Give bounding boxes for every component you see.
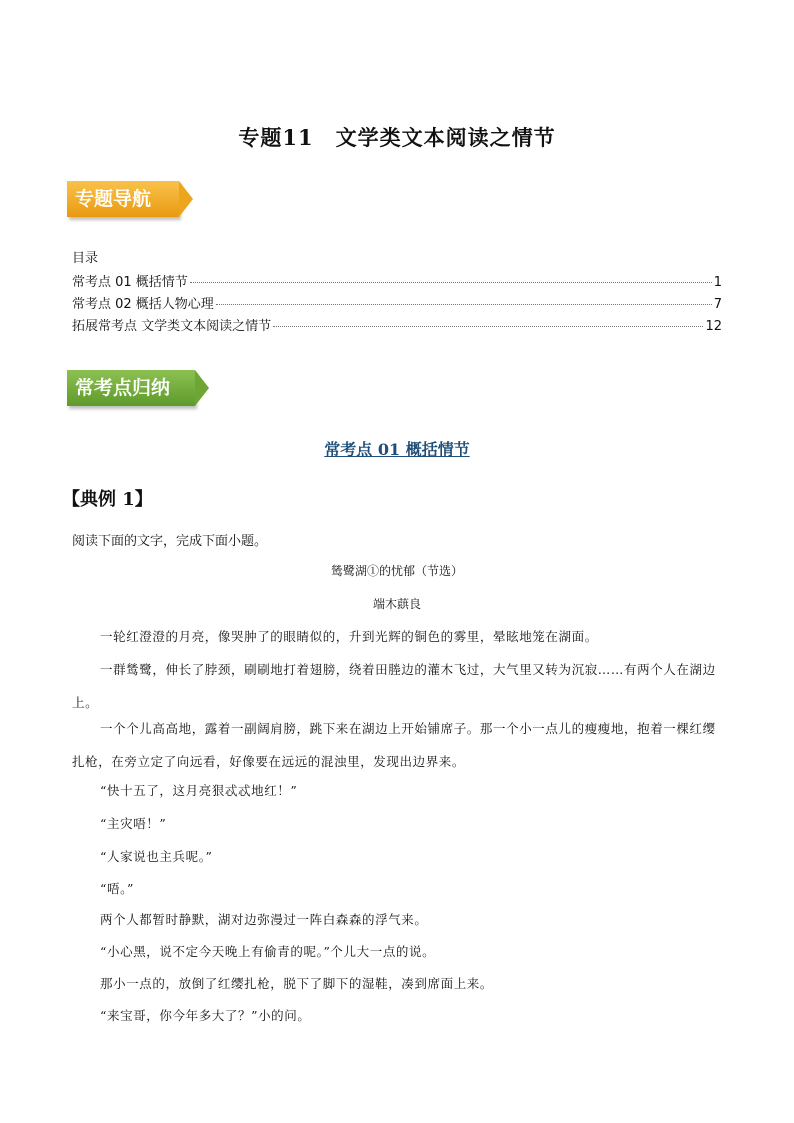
- toc-item[interactable]: [72, 271, 722, 293]
- toc-leader-dots: [216, 304, 712, 305]
- toc-item-label: 拓展常考点 文学类文本阅读之情节: [72, 319, 272, 334]
- passage-paragraph: “人家说也主兵呢。”: [100, 849, 213, 864]
- section-title: 常考点 01 概括情节: [324, 440, 470, 459]
- toc-item-page: 1: [713, 275, 722, 290]
- passage-paragraph: “小心黑，说不定今天晚上有偷青的呢。”个儿大一点的说。: [100, 944, 436, 959]
- passage-paragraph: “主灾唔！”: [100, 816, 167, 831]
- toc-leader-dots: [190, 282, 712, 283]
- passage-paragraph: 一个个儿高高地，露着一副阔肩膀，跳下来在湖边上开始铺席子。那一个小一点儿的瘦瘦地，抱着一棵红缨扎枪，在旁立定了向远看，好像要在远远的混浊里，发现出边界来。: [72, 721, 716, 769]
- document-title: 专题11 文学类文本阅读之情节: [238, 125, 556, 150]
- toc-item-page: 7: [713, 297, 722, 312]
- instruction-text: 阅读下面的文字，完成下面小题。: [72, 534, 268, 549]
- toc-item-label: 常考点 02 概括人物心理: [72, 297, 214, 312]
- passage-paragraph: 两个人都暂时静默，湖对边弥漫过一阵白森森的浮气来。: [100, 912, 428, 927]
- toc-item-label: 常考点 01 概括情节: [72, 275, 188, 290]
- key-points-banner: 常考点归纳: [67, 370, 195, 406]
- passage-paragraph: 一群鸶鹭，伸长了脖颈，刷刷地打着翅膀，绕着田塍边的灌木飞过，大气里又转为沉寂……有两个人在湖边上。: [72, 662, 716, 710]
- passage-paragraph: “唔。”: [100, 881, 134, 896]
- toc-item-page: 12: [705, 319, 722, 334]
- passage-title: 鸶鹭湖①的忧郁（节选）: [330, 564, 463, 578]
- toc-heading: 目录: [72, 251, 99, 266]
- passage-author: 端木蕻良: [372, 597, 421, 611]
- toc-leader-dots: [273, 326, 703, 327]
- topic-nav-banner: 专题导航: [67, 181, 179, 217]
- toc-item[interactable]: [72, 293, 722, 315]
- passage-paragraph: “来宝哥，你今年多大了？”小的问。: [100, 1008, 311, 1023]
- passage-paragraph: “快十五了，这月亮狠忒忒地红！”: [100, 783, 298, 798]
- passage-paragraph: 一轮红澄澄的月亮，像哭肿了的眼睛似的，升到光辉的铜色的雾里，晕眩地笼在湖面。: [100, 629, 598, 644]
- passage-paragraph: 那小一点的，放倒了红缨扎枪，脱下了脚下的湿鞋，凑到席面上来。: [100, 976, 494, 991]
- table-of-contents: [72, 271, 722, 337]
- toc-item[interactable]: [72, 315, 722, 337]
- example-label: 【典例 1】: [62, 489, 153, 510]
